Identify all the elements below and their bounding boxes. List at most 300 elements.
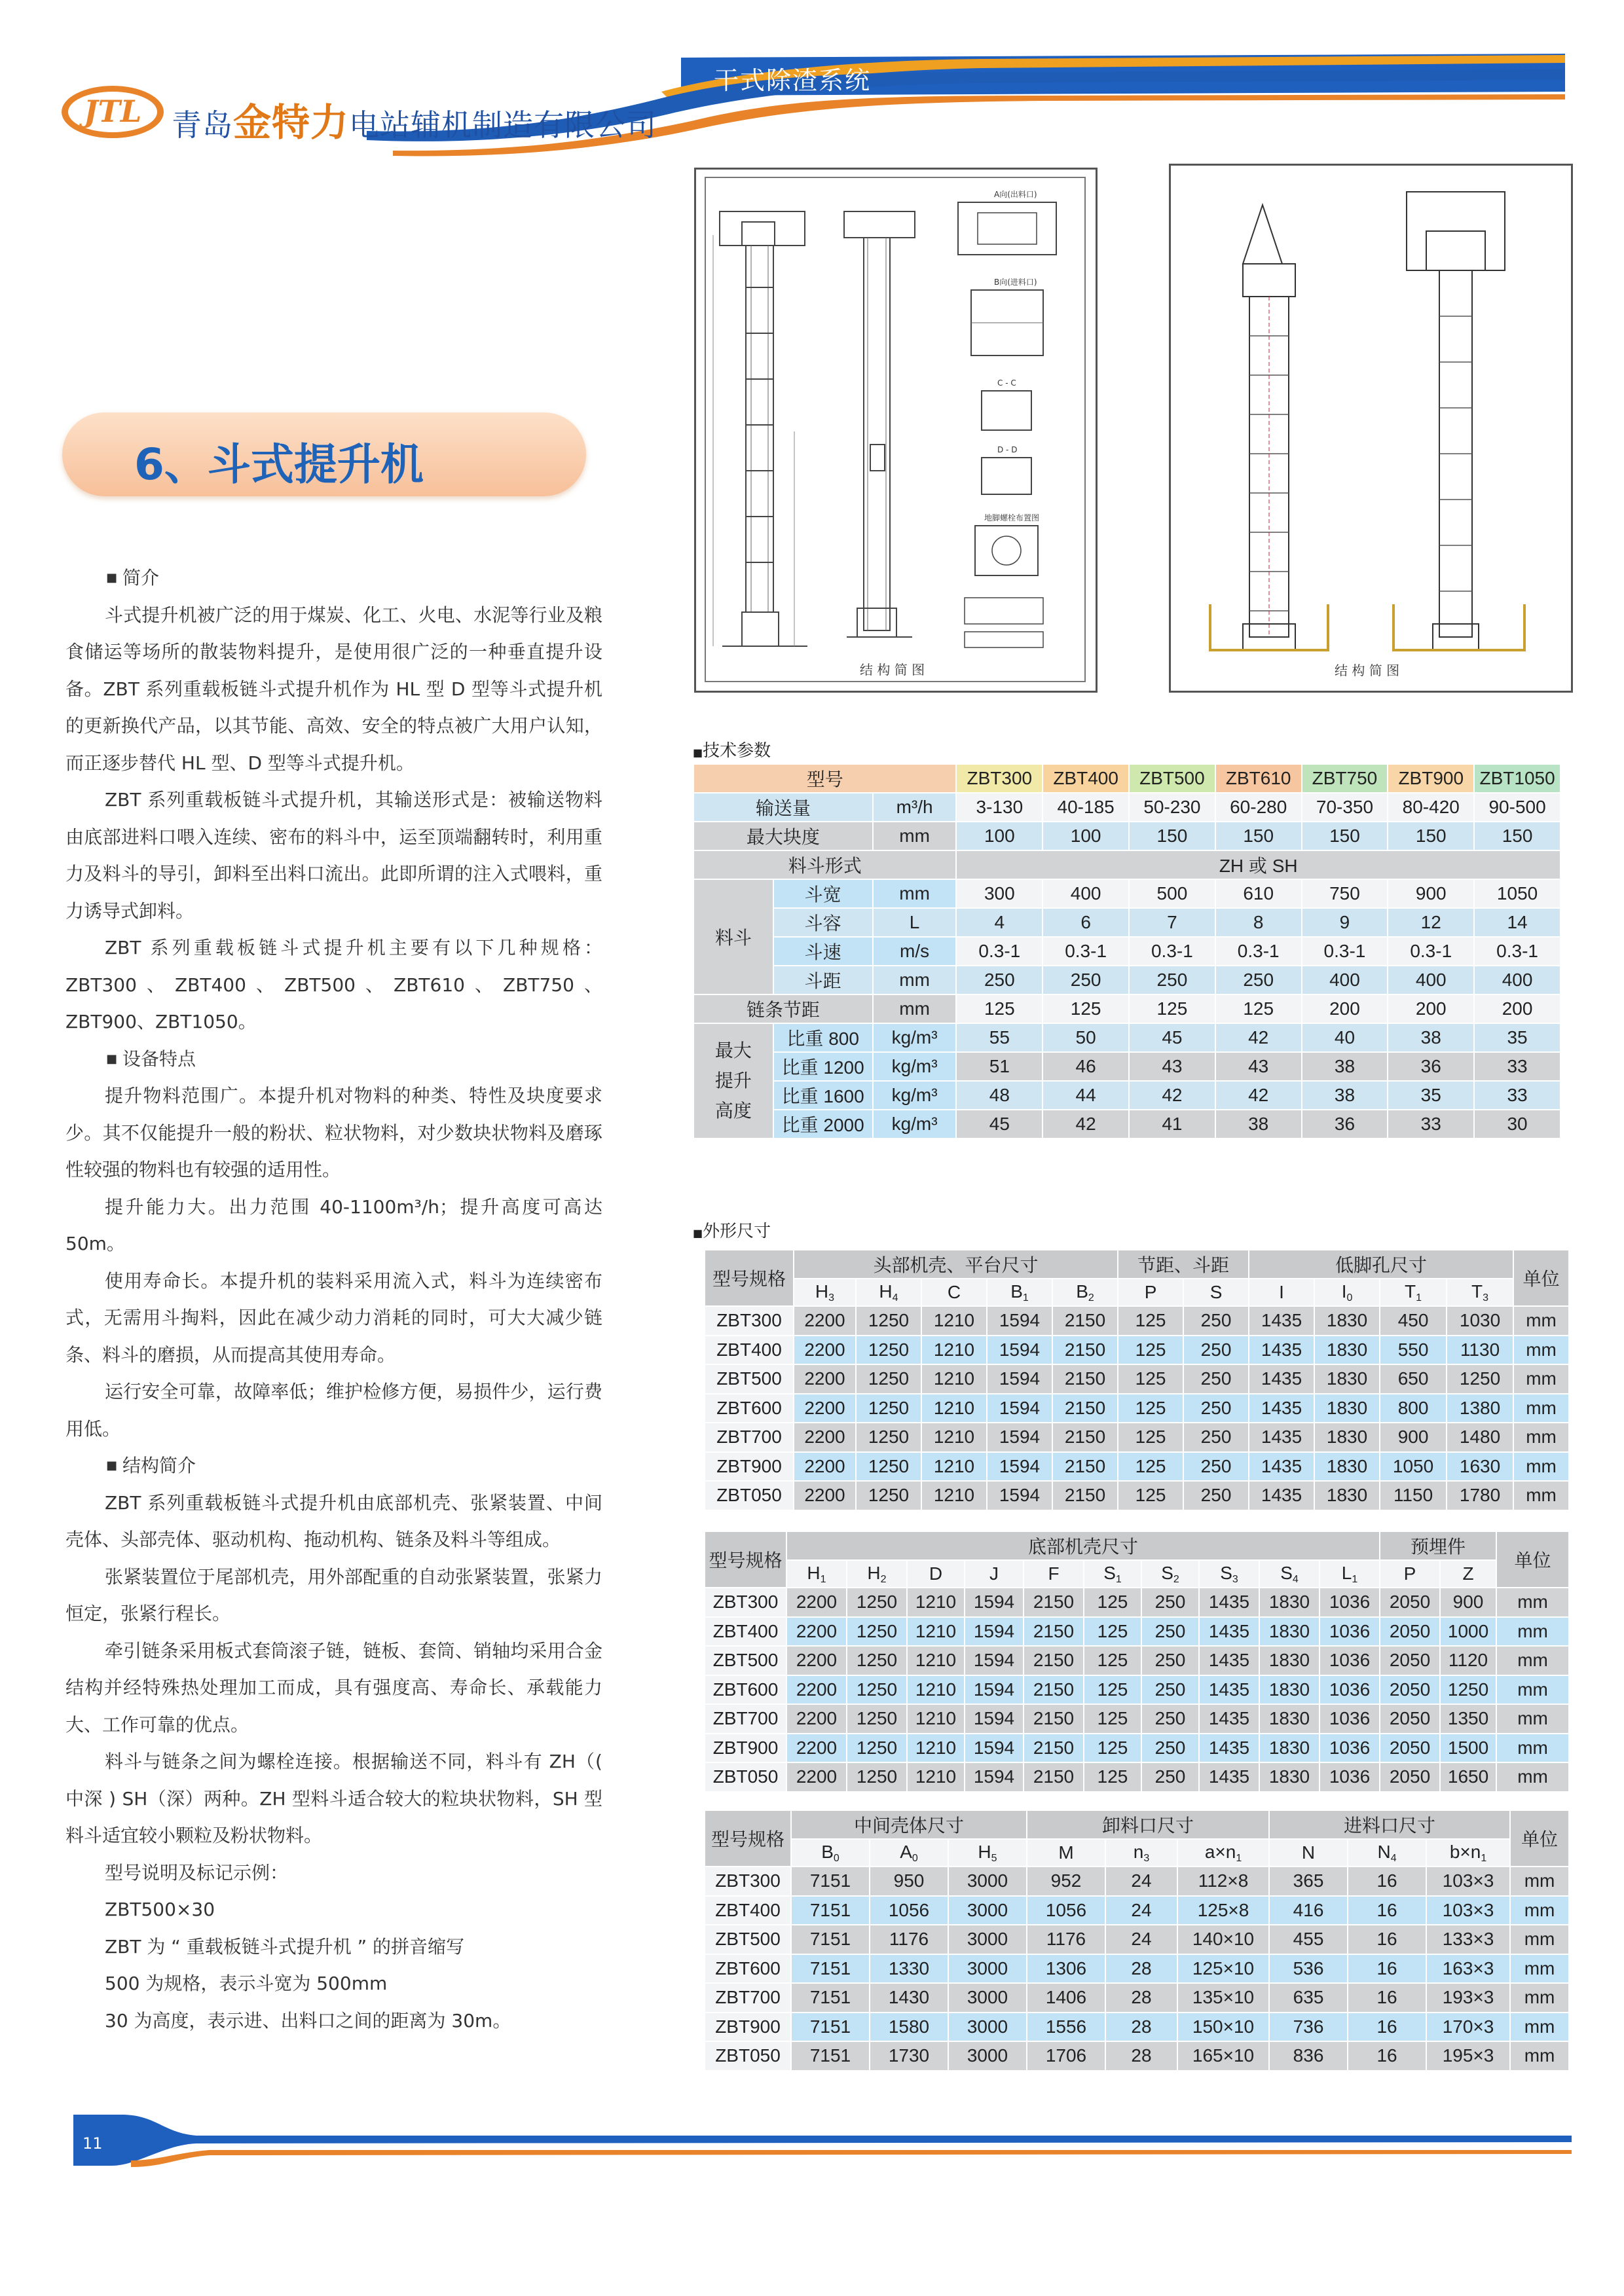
header-symbol: I [1279, 1282, 1284, 1302]
table-cell: 400 [1388, 966, 1474, 994]
label-c: C - C [997, 378, 1016, 388]
spec-header: 型号规格 [705, 1810, 791, 1867]
model-cell: ZBT900 [705, 2013, 791, 2042]
label-a: A向(出料口) [994, 190, 1037, 199]
model-cell: ZBT600 [705, 1394, 794, 1423]
column-header [907, 1560, 965, 1588]
table-cell: mm [1496, 1734, 1569, 1763]
table-cell: 100 [956, 822, 1043, 850]
row-unit: mm [873, 994, 957, 1023]
table-cell: 1210 [907, 1734, 965, 1763]
table-cell: 28 [1105, 1954, 1177, 1984]
table-cell: 125 [1084, 1588, 1141, 1617]
table-cell: 16 [1348, 1954, 1426, 1984]
table-cell: 133×3 [1426, 1925, 1510, 1954]
table-row [705, 1617, 1569, 1647]
column-header [1105, 1839, 1177, 1867]
header-subscript: 0 [1346, 1292, 1353, 1303]
table-cell: 1350 [1440, 1704, 1496, 1734]
table-cell: 125 [956, 994, 1043, 1023]
table-cell: 12 [1388, 908, 1474, 937]
table-cell: 300 [956, 879, 1043, 908]
paragraph: ZBT 为 “ 重载板链斗式提升机 ” 的拼音缩写 [105, 1935, 465, 1958]
label-e: 地脚螺栓布置图 [984, 513, 1040, 522]
table-cell: 1830 [1259, 1646, 1320, 1675]
header-subscript: 1 [1236, 1852, 1242, 1864]
table-cell: 1556 [1027, 2013, 1105, 2042]
table-cell: 1250 [1440, 1675, 1496, 1705]
table-cell: 1210 [921, 1394, 987, 1423]
paragraph: 提升能力大。出力范围 40-1100m³/h；提升高度可高达 50m。 [65, 1195, 602, 1254]
table-cell: 2200 [794, 1336, 856, 1365]
column-header [1052, 1279, 1118, 1306]
table-cell: 1250 [856, 1394, 921, 1423]
table-row [693, 1023, 1560, 1052]
table-cell: 2050 [1380, 1734, 1440, 1763]
label-d: D - D [997, 445, 1018, 454]
table-cell: 36 [1388, 1052, 1474, 1081]
unit-header: 单位 [1513, 1250, 1569, 1306]
model-header: ZBT610 [1215, 764, 1302, 793]
table-cell: 1000 [1440, 1617, 1496, 1647]
paragraph: 30 为高度，表示进、出料口之间的距离为 30m。 [105, 2009, 511, 2032]
table-cell: 1250 [847, 1588, 907, 1617]
table-cell: 30 [1474, 1110, 1560, 1139]
table-cell: 1594 [965, 1734, 1024, 1763]
table-cell: 750 [1302, 879, 1388, 908]
table-row [705, 1734, 1569, 1763]
table-cell: 1594 [987, 1336, 1052, 1365]
table-cell: 3000 [948, 1925, 1027, 1954]
table-cell: 1210 [907, 1704, 965, 1734]
model-header: 型号 [693, 764, 956, 793]
table-cell: 16 [1348, 1983, 1426, 2013]
table-cell: 1036 [1320, 1588, 1380, 1617]
table-cell: 1594 [987, 1423, 1052, 1452]
table-cell: 1435 [1199, 1762, 1259, 1792]
table-cell: 1150 [1380, 1481, 1447, 1510]
table-cell: 1594 [965, 1588, 1024, 1617]
table-cell: 14 [1474, 908, 1560, 937]
table-cell: 16 [1348, 2013, 1426, 2042]
table-cell: 9 [1302, 908, 1388, 937]
table-cell: 1210 [921, 1364, 987, 1394]
table-cell: 41 [1129, 1110, 1215, 1139]
paragraph: 张紧装置位于尾部机壳，用外部配重的自动张紧装置，张紧力恒定，张紧行程长。 [65, 1565, 602, 1624]
table-cell: 3000 [948, 1896, 1027, 1925]
table-cell: 170×3 [1426, 2013, 1510, 2042]
model-cell: ZBT700 [705, 1423, 794, 1452]
column-header [1426, 1839, 1510, 1867]
table-cell: 1130 [1447, 1336, 1513, 1365]
table-cell: 36 [1302, 1110, 1388, 1139]
table-cell: 1830 [1259, 1734, 1320, 1763]
table-row [705, 1646, 1569, 1675]
table-cell: 40 [1302, 1023, 1388, 1052]
table-cell: 1594 [965, 1704, 1024, 1734]
table-cell: 250 [1183, 1452, 1249, 1482]
table-cell: 3000 [948, 1867, 1027, 1896]
table-row [693, 1110, 1560, 1139]
table-cell: 250 [1043, 966, 1129, 994]
table-cell: 1406 [1027, 1983, 1105, 2013]
table-cell: 1250 [847, 1617, 907, 1647]
table-cell: 125 [1129, 994, 1215, 1023]
header-symbol: B [821, 1841, 834, 1862]
table-cell: 250 [1183, 1423, 1249, 1452]
table-cell: 1435 [1199, 1675, 1259, 1705]
dims-table-head [704, 1249, 1570, 1511]
table-row [693, 850, 1560, 879]
table-cell: 1594 [987, 1306, 1052, 1336]
heading-intro: ■ 简介 [106, 567, 160, 589]
column-header [1380, 1560, 1440, 1588]
drawing-caption: 结 构 简 图 [860, 662, 925, 678]
table-cell: 112×8 [1177, 1867, 1269, 1896]
table-cell: 1380 [1447, 1394, 1513, 1423]
table-cell: 1250 [856, 1306, 921, 1336]
table-cell: 400 [1043, 879, 1129, 908]
table-cell: 1594 [965, 1646, 1024, 1675]
table-cell: 0.3-1 [1215, 937, 1302, 966]
table-cell: 550 [1380, 1336, 1447, 1365]
group-header: 进料口尺寸 [1269, 1810, 1510, 1839]
table-cell: 1630 [1447, 1452, 1513, 1482]
header-symbol: H [807, 1562, 821, 1583]
column-header [1183, 1279, 1249, 1306]
paragraph: 料斗与链条之间为螺栓连接。根据输送不同，料斗有 ZH（( 中深 ) SH（深）两种。ZH 型料斗适合较大的粒块状物料，SH 型料斗适宜较小颗粒及粉状物料。 [65, 1751, 602, 1846]
header-subscript: 3 [1143, 1852, 1150, 1864]
table-cell: 7151 [791, 1925, 870, 1954]
table-cell: 400 [1302, 966, 1388, 994]
table-cell: 44 [1043, 1081, 1129, 1110]
row-label: 斗速 [773, 937, 873, 966]
table-cell: 1050 [1474, 879, 1560, 908]
table-cell: 1435 [1249, 1452, 1314, 1482]
table-cell: 1120 [1440, 1646, 1496, 1675]
table-row [705, 2013, 1569, 2042]
header-subscript: 3 [1483, 1292, 1489, 1303]
group-label-line: 最大 [714, 1040, 752, 1061]
logo-text: JTL [83, 94, 142, 129]
model-cell: ZBT300 [705, 1588, 786, 1617]
table-cell: 163×3 [1426, 1954, 1510, 1984]
table-cell: 80-420 [1388, 793, 1474, 822]
header-subscript: 4 [892, 1292, 898, 1303]
table-cell: 90-500 [1474, 793, 1560, 822]
table-row [705, 1896, 1569, 1925]
model-cell: ZBT050 [705, 1762, 786, 1792]
table-cell: 135×10 [1177, 1983, 1269, 2013]
model-cell: ZBT900 [705, 1734, 786, 1763]
unit-header: 单位 [1510, 1810, 1569, 1867]
header-subscript: 1 [1352, 1573, 1358, 1585]
table-cell: 1250 [1447, 1364, 1513, 1394]
row-unit: kg/m³ [873, 1081, 957, 1110]
table-cell: mm [1510, 1925, 1569, 1954]
header-symbol: A [900, 1841, 912, 1862]
table-cell: 38 [1388, 1023, 1474, 1052]
row-unit: mm [873, 822, 957, 850]
table-cell: 24 [1105, 1867, 1177, 1896]
model-cell: ZBT400 [705, 1617, 786, 1647]
table-cell: 1036 [1320, 1762, 1380, 1792]
table-row [705, 1452, 1569, 1482]
table-cell: 7151 [791, 1896, 870, 1925]
table-cell: 250 [1183, 1364, 1249, 1394]
table-cell: 1036 [1320, 1646, 1380, 1675]
model-cell: ZBT600 [705, 1675, 786, 1705]
table-cell: 7 [1129, 908, 1215, 937]
table-cell: 50 [1043, 1023, 1129, 1052]
header-symbol: B [1076, 1281, 1088, 1302]
label-b: B向(进料口) [994, 278, 1037, 287]
header-subscript: 2 [1088, 1292, 1094, 1303]
column-header [965, 1560, 1024, 1588]
table-cell: 1435 [1249, 1394, 1314, 1423]
table-cell: 3000 [948, 2041, 1027, 2071]
table-cell: 250 [1183, 1336, 1249, 1365]
model-cell: ZBT050 [705, 1481, 794, 1510]
paragraph: 运行安全可靠，故障率低；维护检修方便，易损件少，运行费用低。 [65, 1381, 602, 1440]
table-cell: 140×10 [1177, 1925, 1269, 1954]
table-cell: 250 [1183, 1306, 1249, 1336]
row-label: 最大块度 [693, 822, 873, 850]
table-cell: 610 [1215, 879, 1302, 908]
table-cell: 2200 [786, 1675, 847, 1705]
table-cell: 1050 [1380, 1452, 1447, 1482]
table-cell: 4 [956, 908, 1043, 937]
model-header: ZBT1050 [1474, 764, 1560, 793]
table-cell: 1250 [856, 1423, 921, 1452]
column-header [1249, 1279, 1314, 1306]
structure-drawing-2 [1169, 164, 1573, 693]
table-cell: 7151 [791, 2013, 870, 2042]
row-label: 料斗形式 [693, 850, 956, 879]
table-row [705, 1531, 1569, 1560]
header-symbol: H [978, 1841, 991, 1862]
table-cell: 2200 [794, 1452, 856, 1482]
model-cell: ZBT400 [705, 1896, 791, 1925]
table-row [693, 937, 1560, 966]
table-cell: 1210 [907, 1675, 965, 1705]
table-cell: 1830 [1259, 1588, 1320, 1617]
model-header: ZBT500 [1129, 764, 1215, 793]
table-cell: 165×10 [1177, 2041, 1269, 2071]
table-cell: 125 [1215, 994, 1302, 1023]
table-cell: 2200 [794, 1423, 856, 1452]
table-cell: 0.3-1 [956, 937, 1043, 966]
elevator-drawing-1 [696, 170, 1096, 691]
table-cell: 455 [1269, 1925, 1348, 1954]
table-cell: 1830 [1314, 1481, 1380, 1510]
table-cell: 250 [1141, 1646, 1199, 1675]
table-cell: mm [1510, 1954, 1569, 1984]
column-header [1447, 1279, 1513, 1306]
table-cell: 1594 [987, 1364, 1052, 1394]
table-cell: 1594 [987, 1394, 1052, 1423]
table-cell: 2050 [1380, 1675, 1440, 1705]
table-cell: 1210 [921, 1306, 987, 1336]
table-cell: 2150 [1052, 1364, 1118, 1394]
table-cell: 103×3 [1426, 1896, 1510, 1925]
group-label [693, 1023, 773, 1139]
table-cell: 1250 [847, 1675, 907, 1705]
drawing-caption: 结 构 简 图 [1335, 663, 1400, 678]
paragraph: ZBT 系列重载板链斗式提升机，其输送形式是：被输送物料由底部进料口喂入连续、密布的料斗中，运至顶端翻转时，利用重力及料斗的导引，卸料至出料口流出。此即所谓的注入式喂料，重力诱导式卸料。 [65, 789, 602, 922]
table-cell: 900 [1388, 879, 1474, 908]
section-title-pill [62, 412, 586, 496]
model-header: ZBT400 [1043, 764, 1129, 793]
table-cell: 16 [1348, 1925, 1426, 1954]
table-row [705, 1250, 1569, 1279]
table-cell: 42 [1215, 1081, 1302, 1110]
header-symbol: n [1133, 1841, 1144, 1862]
table-cell: 2200 [794, 1394, 856, 1423]
table-cell: 1830 [1314, 1423, 1380, 1452]
table-cell: 2150 [1052, 1394, 1118, 1423]
table-cell: mm [1496, 1704, 1569, 1734]
row-unit: m³/h [873, 793, 957, 822]
table-cell: 0.3-1 [1129, 937, 1215, 966]
table-cell: 250 [1141, 1704, 1199, 1734]
dims-table-middle [704, 1810, 1570, 2071]
table-row [705, 1675, 1569, 1705]
table-cell: 1594 [965, 1675, 1024, 1705]
header-symbol: H [879, 1281, 893, 1302]
table-cell: 2150 [1052, 1452, 1118, 1482]
table-cell: 365 [1269, 1867, 1348, 1896]
header-symbol: P [1403, 1563, 1416, 1584]
table-cell: 1730 [870, 2041, 948, 2071]
unit-header: 单位 [1496, 1531, 1569, 1588]
table-cell: 1250 [856, 1481, 921, 1510]
table-row [705, 1560, 1569, 1588]
column-header [1084, 1560, 1141, 1588]
table-cell: 250 [956, 966, 1043, 994]
table-cell: 7151 [791, 2041, 870, 2071]
table-row [705, 1364, 1569, 1394]
table-cell: 60-280 [1215, 793, 1302, 822]
group-header: 头部机壳、平台尺寸 [794, 1250, 1118, 1279]
table-cell: 900 [1380, 1423, 1447, 1452]
header-symbol: N [1301, 1842, 1316, 1863]
table-cell: 125 [1084, 1675, 1141, 1705]
table-cell: mm [1510, 1867, 1569, 1896]
row-unit: L [873, 908, 957, 937]
table-cell: 0.3-1 [1474, 937, 1560, 966]
table-cell: 1480 [1447, 1423, 1513, 1452]
table-cell: 43 [1215, 1052, 1302, 1081]
table-row [705, 1925, 1569, 1954]
table-cell: 900 [1440, 1588, 1496, 1617]
table-cell: 2150 [1024, 1734, 1084, 1763]
table-cell: 45 [956, 1110, 1043, 1139]
column-header [921, 1279, 987, 1306]
table-cell: 2200 [786, 1734, 847, 1763]
column-header [1118, 1279, 1183, 1306]
row-unit: mm [873, 879, 957, 908]
header-symbol: S [1280, 1562, 1293, 1583]
table-cell: 150 [1129, 822, 1215, 850]
paragraph: 提升物料范围广。本提升机对物料的种类、特性及块度要求少。其不仅能提升一般的粉状、粒状物料，对少数块状物料及磨琢性较强的物料也有较强的适用性。 [65, 1085, 602, 1180]
table-cell: 42 [1215, 1023, 1302, 1052]
table-row [705, 1588, 1569, 1617]
header-subscript: 0 [912, 1852, 918, 1864]
column-header [786, 1560, 847, 1588]
table-cell: 2150 [1052, 1306, 1118, 1336]
table-row [705, 1839, 1569, 1867]
table-cell: 800 [1380, 1394, 1447, 1423]
header-subscript: 5 [991, 1852, 997, 1864]
header-symbol: b×n [1449, 1841, 1481, 1862]
table-cell: 1830 [1259, 1704, 1320, 1734]
group-label-line: 高度 [714, 1101, 752, 1121]
table-cell: 2150 [1024, 1675, 1084, 1705]
table-cell: 1036 [1320, 1704, 1380, 1734]
group-label-line: 提升 [714, 1070, 752, 1091]
table-cell: 3000 [948, 1983, 1027, 2013]
paragraph: 斗式提升机被广泛的用于煤炭、化工、火电、水泥等行业及粮食储运等场所的散装物料提升，是使用很广泛的一种垂直提升设备。ZBT 系列重载板链斗式提升机作为 HL 型 D 型等斗式提升机的更新换代产品，以其节能、高效、安全的特点被广大用户认知，而正逐步替代 HL 型、D 型等斗式提升机。 [65, 604, 602, 774]
table-cell: 1780 [1447, 1481, 1513, 1510]
table-cell: 150 [1474, 822, 1560, 850]
column-header [1177, 1839, 1269, 1867]
column-header [948, 1839, 1027, 1867]
model-header: ZBT900 [1388, 764, 1474, 793]
row-label: 斗宽 [773, 879, 873, 908]
table-cell: mm [1496, 1617, 1569, 1647]
header-subscript: 2 [880, 1573, 887, 1585]
header-symbol: S [1161, 1562, 1173, 1583]
model-cell: ZBT400 [705, 1336, 794, 1365]
table-cell: 48 [956, 1081, 1043, 1110]
table-cell: 250 [1141, 1675, 1199, 1705]
table-cell: 70-350 [1302, 793, 1388, 822]
table-cell: 125 [1084, 1762, 1141, 1792]
header-symbol: F [1048, 1563, 1060, 1584]
table-cell: 2200 [786, 1762, 847, 1792]
row-label: 比重 1200 [773, 1052, 873, 1081]
table-cell: 736 [1269, 2013, 1348, 2042]
table-row [693, 1052, 1560, 1081]
table-cell: 1650 [1440, 1762, 1496, 1792]
column-header [791, 1839, 870, 1867]
header-subscript: 1 [1416, 1292, 1422, 1303]
table-cell: 6 [1043, 908, 1129, 937]
column-header [1259, 1560, 1320, 1588]
row-label: 比重 1600 [773, 1081, 873, 1110]
table-cell: 250 [1215, 966, 1302, 994]
table-cell: 1330 [870, 1954, 948, 1984]
table-cell: 125 [1084, 1646, 1141, 1675]
table-cell: 1830 [1314, 1336, 1380, 1365]
table-cell: 1210 [921, 1423, 987, 1452]
table-cell: 650 [1380, 1364, 1447, 1394]
model-cell: ZBT500 [705, 1925, 791, 1954]
table-cell: 1210 [921, 1336, 987, 1365]
group-header: 中间壳体尺寸 [791, 1810, 1027, 1839]
table-cell: mm [1513, 1394, 1569, 1423]
table-cell: 150 [1302, 822, 1388, 850]
tech-label: ■技术参数 [693, 741, 771, 761]
header-subscript: 3 [828, 1292, 835, 1303]
table-row [705, 1423, 1569, 1452]
table-cell: mm [1510, 1896, 1569, 1925]
table-row [705, 1983, 1569, 2013]
section-title: 6、斗式提升机 [134, 439, 424, 490]
table-cell: 2150 [1052, 1423, 1118, 1452]
paragraph: 使用寿命长。本提升机的装料采用流入式，料斗为连续密布式，无需用斗掏料，因此在减少动力消耗的同时，可大大减少链条、料斗的磨损，从而提高其使用寿命。 [65, 1269, 602, 1366]
